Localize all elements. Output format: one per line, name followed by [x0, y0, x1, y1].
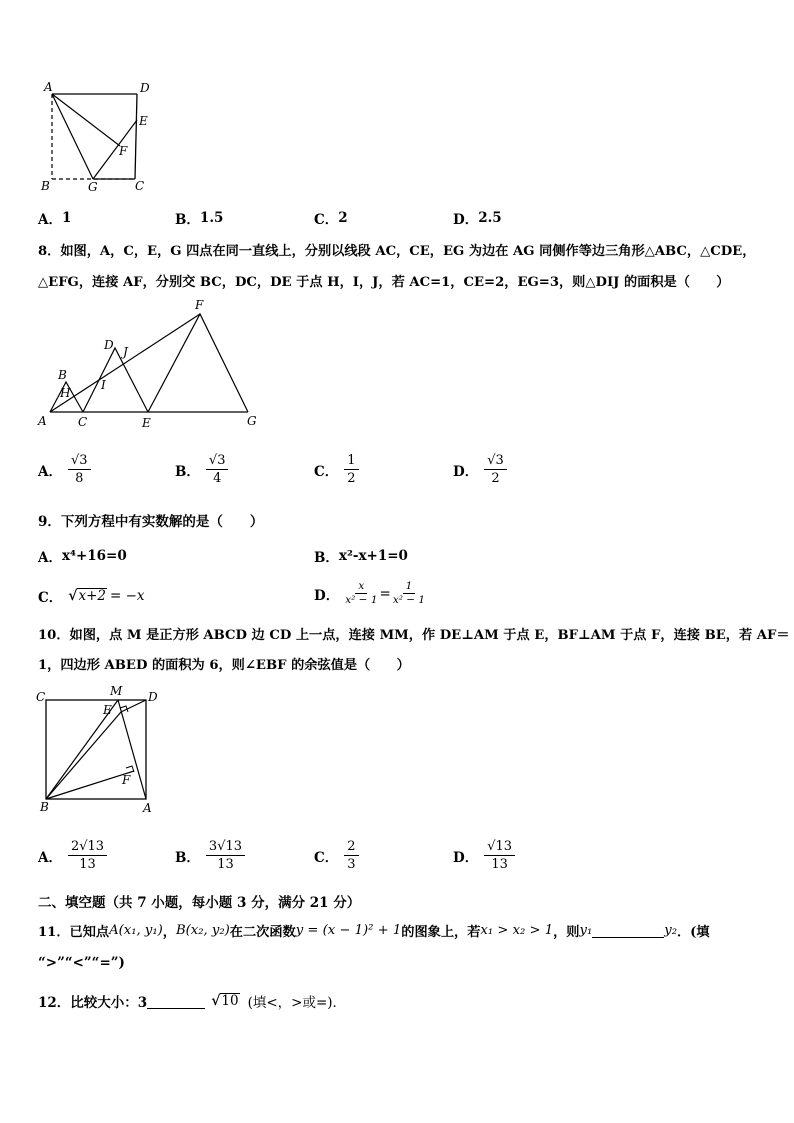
- q7-label-e: E: [139, 114, 148, 128]
- q8-label-e: E: [142, 416, 151, 430]
- q8-seg-af: [50, 314, 200, 412]
- q8-label-h: H: [60, 386, 71, 400]
- q7-label-f: F: [119, 144, 128, 158]
- q7-seg-ge: [93, 120, 137, 179]
- q10-label-d: D: [148, 690, 158, 704]
- q8-option-c: C． $\frac{1}{2}$: [314, 452, 359, 487]
- q8-label-f: F: [195, 298, 204, 312]
- q8-triangle-cde: [83, 348, 148, 412]
- q8-stem-line1: 8．如图，A，C，E，G 四点在同一直线上，分别以线段 AC，CE，EG 为边在 AG 同侧作等边三角形△ABC，△CDE，: [38, 244, 756, 259]
- q7-label-b: B: [41, 179, 50, 193]
- q9-stem: 9．下列方程中有实数解的是（ ）: [38, 514, 264, 530]
- section-heading-fill-in: 二、填空题（共 7 小题，每小题 3 分，满分 21 分）: [38, 895, 361, 911]
- q7-option-b: B． 1.5: [175, 210, 224, 228]
- q9-option-d: D． $\frac{x}{\text{x² − 1}}$ = $\frac{1}{\text{x² − 1}}$: [314, 580, 426, 606]
- q7-label-d: D: [140, 81, 150, 95]
- q8-label-c: C: [78, 415, 88, 429]
- q9-option-b: B． x²-x+1=0: [314, 548, 408, 566]
- q7-label-c: C: [135, 179, 145, 193]
- q10-figure: [34, 682, 162, 814]
- q11-line1: 11．已知点 A(x₁, y₁) ， B(x₂, y₂) 在二次函数 y = (x − 1)² + 1 的图象上，若 x₁ > x₂ > 1 ，则 y₁ y₂ ．(填: [38, 923, 710, 940]
- q10-option-b: B． $\frac{3√13}{13}$: [175, 838, 245, 873]
- q8-label-d: D: [104, 338, 114, 352]
- q11-answer-blank[interactable]: [592, 923, 664, 938]
- q8-label-b: B: [58, 368, 67, 382]
- q7-option-c: C． 2: [314, 210, 348, 228]
- q7-seg-af: [52, 94, 120, 146]
- q7-label-g: G: [88, 180, 98, 194]
- q10-option-c: C． $\frac{2}{3}$: [314, 838, 359, 873]
- q8-label-j: J: [123, 345, 128, 359]
- q7-option-d: D． 2.5: [453, 210, 502, 228]
- q10-seg-bf: [46, 771, 134, 799]
- q7-side-dc: [135, 94, 137, 179]
- q8-option-b: B． $\frac{√3}{4}$: [175, 452, 228, 487]
- q8-label-i: I: [101, 378, 106, 392]
- q10-label-a: A: [143, 801, 152, 814]
- q11-line2: “>”“<”“=”): [38, 955, 125, 971]
- q10-option-d: D． $\frac{√13}{13}$: [453, 838, 515, 873]
- q12-answer-blank[interactable]: [147, 994, 205, 1009]
- q12-line: 12．比较大小：3 √ 10 (填<，>或=)．: [38, 993, 347, 1011]
- q7-label-a: A: [44, 80, 53, 94]
- q8-option-d: D． $\frac{√3}{2}$: [453, 452, 507, 487]
- q10-label-c: C: [36, 690, 46, 704]
- q8-stem-line2: △EFG，连接 AF，分别交 BC，DC，DE 于点 H，I，J，若 AC=1，CE=2，EG=3，则△DIJ 的面积是（ ）: [38, 275, 730, 290]
- q10-label-f: F: [122, 773, 131, 787]
- q9-option-c: C． √ x+2 = −x: [38, 588, 145, 606]
- q7-option-a: A． 1: [38, 210, 72, 228]
- q10-stem-line1: 10．如图，点 M 是正方形 ABCD 边 CD 上一点，连接 MM，作 DE⊥AM 于点 E，BF⊥AM 于点 F，连接 BE，若 AF＝: [38, 628, 790, 643]
- q8-label-a: A: [38, 414, 47, 428]
- q10-label-e: E: [103, 703, 112, 717]
- q10-option-a: A． $\frac{2√13}{13}$: [38, 838, 107, 873]
- q10-square: [46, 700, 146, 799]
- q8-figure: [36, 296, 268, 432]
- q10-label-b: B: [40, 800, 49, 814]
- q7-seg-ag: [52, 94, 93, 179]
- q10-stem-line2: 1，四边形 ABED 的面积为 6，则∠EBF 的余弦值是（ ）: [38, 658, 410, 673]
- q10-label-m: M: [110, 684, 123, 698]
- q10-seg-be: [46, 712, 121, 799]
- q8-triangle-efg: [148, 314, 248, 412]
- q9-option-a: A． x⁴+16=0: [38, 548, 127, 566]
- q8-label-g: G: [247, 414, 257, 428]
- q8-option-a: A． $\frac{√3}{8}$: [38, 452, 91, 487]
- q7-figure: [36, 78, 156, 196]
